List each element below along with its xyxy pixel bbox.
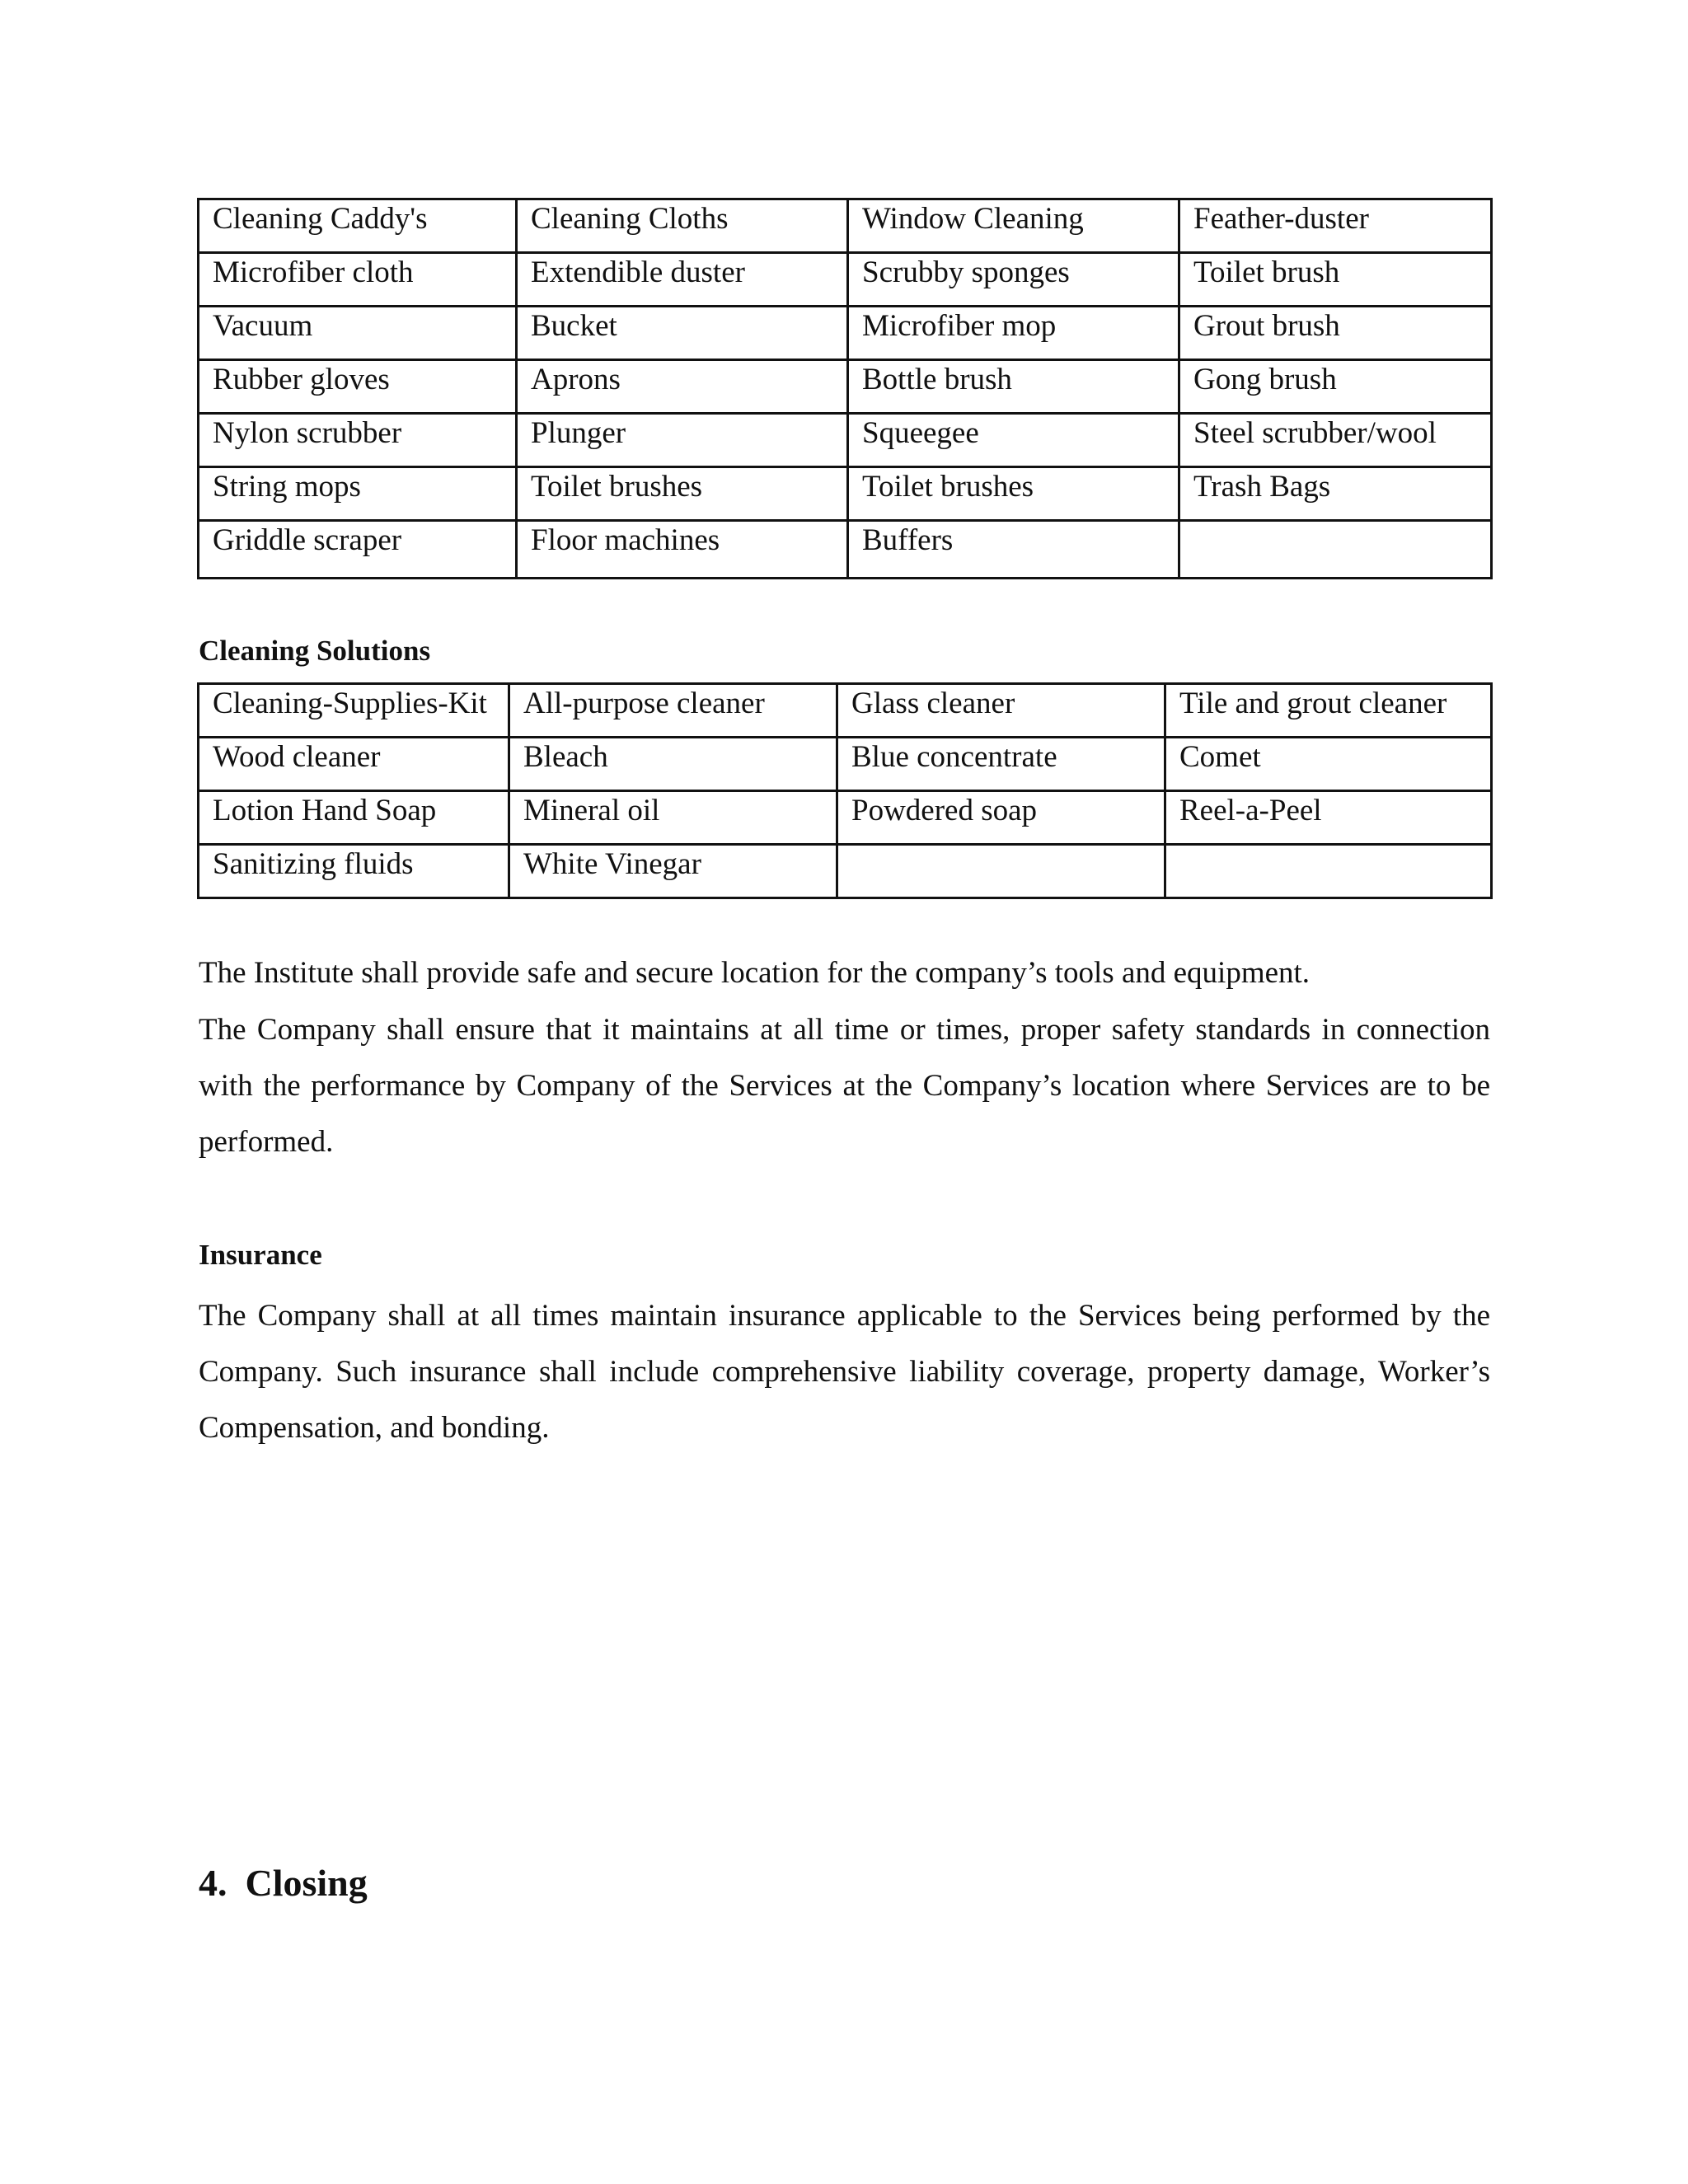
tools-table-cell-text: Rubber gloves	[213, 363, 390, 396]
solutions-table-cell	[1165, 684, 1492, 738]
tools-table-cell-text: Buffers	[862, 523, 954, 557]
tools-table-cell-text: Scrubby sponges	[862, 255, 1070, 289]
tools-table-cell-text: Steel scrubber/wool	[1193, 416, 1437, 450]
tools-table-cell-text: Toilet brushes	[531, 470, 703, 504]
solutions-table-cell	[1165, 845, 1492, 898]
tools-table-cell	[848, 521, 1179, 579]
cleaning-tools-table	[197, 198, 1493, 579]
solutions-table-cell	[199, 738, 509, 791]
tools-table-cell-text: Plunger	[531, 416, 626, 450]
tools-table-row	[199, 414, 1492, 467]
solutions-table-cell-text: Tile and grout cleaner	[1179, 687, 1447, 720]
tools-table-cell-text: Window Cleaning	[862, 202, 1084, 236]
tools-table-row	[199, 521, 1492, 579]
tools-table-cell-text: Microfiber mop	[862, 309, 1057, 343]
tools-table-cell	[199, 307, 517, 360]
tools-table-cell	[517, 253, 848, 307]
tools-table-cell-text: Toilet brushes	[862, 470, 1034, 504]
tools-table-cell	[1179, 467, 1492, 521]
tools-table-cell	[848, 360, 1179, 414]
tools-table-cell	[199, 253, 517, 307]
solutions-table-row	[199, 738, 1492, 791]
tools-table-cell	[848, 253, 1179, 307]
solutions-table-cell-text	[851, 846, 1164, 849]
tools-table-cell	[517, 360, 848, 414]
tools-table-row	[199, 253, 1492, 307]
solutions-table-cell-text: Bleach	[523, 740, 608, 774]
tools-table-cell	[517, 414, 848, 467]
tools-table-cell-text: Bucket	[531, 309, 617, 343]
insurance-heading: Insurance	[199, 1239, 322, 1271]
company-safety-paragraph: The Company shall ensure that it maintains at all time or times, proper safety standards in connection with the performance by Company of the Services at the Company’s location where Services are to be performed.	[199, 1013, 1490, 1159]
solutions-table-cell-text: Glass cleaner	[851, 687, 1015, 720]
tools-table-cell-text: Microfiber cloth	[213, 255, 414, 289]
tools-table-cell	[1179, 414, 1492, 467]
tools-table-cell	[848, 199, 1179, 253]
tools-table-cell-text: Gong brush	[1193, 363, 1337, 396]
solutions-table-cell-text: Reel-a-Peel	[1179, 794, 1322, 827]
tools-table-cell-text: Feather-duster	[1193, 202, 1369, 236]
tools-table-cell-text: Nylon scrubber	[213, 416, 402, 450]
tools-table-cell	[1179, 360, 1492, 414]
tools-table-cell	[517, 467, 848, 521]
tools-table-cell	[848, 467, 1179, 521]
solutions-table-cell	[199, 684, 509, 738]
cleaning-solutions-table	[197, 682, 1493, 899]
tools-table-cell-text: Grout brush	[1193, 309, 1340, 343]
solutions-table-cell	[509, 845, 837, 898]
solutions-table-cell-text: Powdered soap	[851, 794, 1038, 827]
solutions-table-cell	[1165, 791, 1492, 845]
tools-table-cell-text	[1193, 522, 1490, 525]
solutions-table-cell	[837, 684, 1165, 738]
solutions-table-cell-text: All-purpose cleaner	[523, 687, 765, 720]
solutions-table-cell-text: Wood cleaner	[213, 740, 381, 774]
tools-table-cell-text: Vacuum	[213, 309, 313, 343]
tools-table-cell	[517, 199, 848, 253]
tools-table-cell-text: Floor machines	[531, 523, 720, 557]
tools-table-cell	[848, 307, 1179, 360]
tools-table-cell	[848, 414, 1179, 467]
tools-table-row	[199, 307, 1492, 360]
solutions-table-cell-text: Blue concentrate	[851, 740, 1057, 774]
solutions-table-cell	[509, 791, 837, 845]
section-number: 4.	[199, 1862, 227, 1904]
cleaning-solutions-heading: Cleaning Solutions	[199, 635, 431, 667]
solutions-table-cell	[199, 791, 509, 845]
solutions-table-cell	[837, 791, 1165, 845]
solutions-table-cell-text	[1179, 846, 1490, 849]
tools-table-cell-text: Griddle scraper	[213, 523, 402, 557]
tools-table-cell	[199, 199, 517, 253]
tools-table-cell	[199, 467, 517, 521]
tools-table-cell	[517, 521, 848, 579]
solutions-table-row	[199, 684, 1492, 738]
tools-table-row	[199, 360, 1492, 414]
solutions-table-cell-text: Lotion Hand Soap	[213, 794, 437, 827]
solutions-table-cell-text: Comet	[1179, 740, 1261, 774]
solutions-table-cell-text: White Vinegar	[523, 847, 701, 881]
tools-table-cell	[1179, 253, 1492, 307]
solutions-table-cell	[199, 845, 509, 898]
tools-table-cell	[1179, 521, 1492, 579]
solutions-table-cell-text: Cleaning-Supplies-Kit	[213, 687, 487, 720]
closing-section-heading	[199, 1864, 368, 1902]
solutions-table-cell-text: Mineral oil	[523, 794, 660, 827]
tools-table-cell-text: String mops	[213, 470, 361, 504]
insurance-paragraph: The Company shall at all times maintain insurance applicable to the Services being performed by the Company. Such insurance shall include comprehensive liability coverage, property damage, Worker’s Compensation, and bonding.	[199, 1299, 1490, 1445]
solutions-table-cell	[837, 845, 1165, 898]
tools-table-cell	[1179, 307, 1492, 360]
tools-table-cell-text: Toilet brush	[1193, 255, 1340, 289]
tools-table-cell	[199, 521, 517, 579]
section-title: Closing	[245, 1862, 368, 1904]
solutions-table-row	[199, 845, 1492, 898]
tools-table-cell	[1179, 199, 1492, 253]
tools-table-cell-text: Bottle brush	[862, 363, 1012, 396]
tools-table-row	[199, 467, 1492, 521]
tools-table-row	[199, 199, 1492, 253]
tools-table-cell	[199, 414, 517, 467]
solutions-table-cell	[509, 738, 837, 791]
solutions-table-cell	[1165, 738, 1492, 791]
institute-paragraph: The Institute shall provide safe and secure location for the company’s tools and equipment.	[199, 956, 1311, 990]
tools-table-cell-text: Cleaning Cloths	[531, 202, 729, 236]
tools-table-cell-text: Extendible duster	[531, 255, 745, 289]
solutions-table-cell	[837, 738, 1165, 791]
solutions-table-cell	[509, 684, 837, 738]
tools-table-cell-text: Aprons	[531, 363, 621, 396]
tools-table-cell	[199, 360, 517, 414]
tools-table-cell-text: Trash Bags	[1193, 470, 1331, 504]
tools-table-cell-text: Cleaning Caddy's	[213, 202, 428, 236]
solutions-table-row	[199, 791, 1492, 845]
tools-table-cell-text: Squeegee	[862, 416, 979, 450]
solutions-table-cell-text: Sanitizing fluids	[213, 847, 414, 881]
tools-table-cell	[517, 307, 848, 360]
